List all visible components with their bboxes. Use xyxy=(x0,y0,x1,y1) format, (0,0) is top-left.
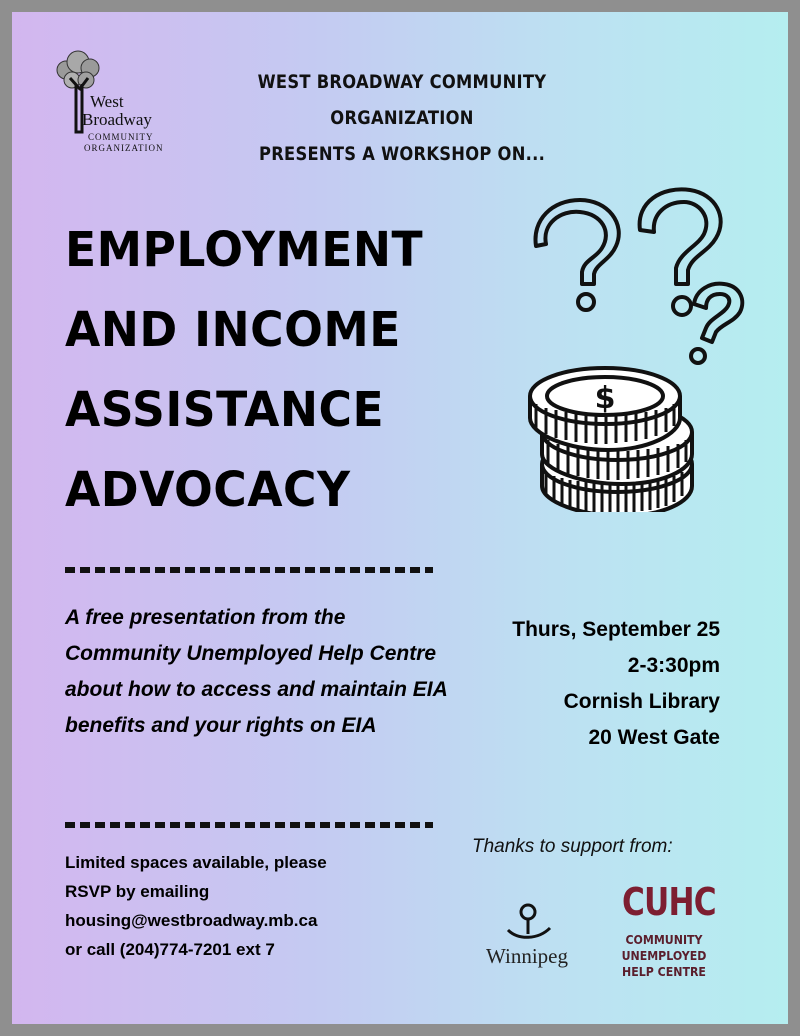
west-broadway-logo xyxy=(52,48,182,158)
title-line-4: ADVOCACY xyxy=(65,462,351,518)
money-question-illustration xyxy=(502,172,762,512)
rsvp-info xyxy=(65,848,445,964)
poster xyxy=(12,12,788,1024)
cuhc-logo xyxy=(618,880,718,990)
winnipeg-emblem-icon xyxy=(472,900,582,946)
event-venue: Cornish Library xyxy=(563,690,720,713)
rsvp-phone: or call (204)774-7201 ext 7 xyxy=(65,940,275,959)
logo-word-organization: ORGANIZATION xyxy=(84,143,164,153)
winnipeg-wordmark: Winnipeg xyxy=(486,944,568,968)
cuhc-name xyxy=(620,932,708,980)
event-details xyxy=(452,612,720,756)
event-address: 20 West Gate xyxy=(588,726,720,749)
cuhc-mark: CUHC xyxy=(622,880,716,924)
presenter-line-1: WEST BROADWAY COMMUNITY ORGANIZATION xyxy=(257,71,547,129)
winnipeg-logo xyxy=(472,900,582,980)
coin-symbol: $ xyxy=(594,381,616,416)
dashed-divider-top xyxy=(65,567,433,573)
cuhc-line-3: HELP CENTRE xyxy=(622,964,706,979)
question-marks-icon xyxy=(535,189,742,363)
event-time: 2-3:30pm xyxy=(627,654,720,677)
title-line-1: EMPLOYMENT xyxy=(65,222,424,278)
workshop-description: A free presentation from the Community Unemployed Help Centre about how to access and maintain EIA benefits and your rights on EIA xyxy=(65,606,447,737)
presenter-header xyxy=(213,64,591,172)
coin-stack-icon xyxy=(530,368,692,512)
workshop-title xyxy=(65,210,464,530)
sponsor-thanks: Thanks to support from: xyxy=(472,836,673,857)
rsvp-line-2: RSVP by emailing xyxy=(65,882,210,901)
cuhc-line-1: COMMUNITY xyxy=(625,932,703,947)
event-date: Thurs, September 25 xyxy=(512,618,720,641)
presenter-line-2: PRESENTS A WORKSHOP ON... xyxy=(258,143,546,165)
logo-word-broadway: Broadway xyxy=(82,110,152,129)
rsvp-email: housing@westbroadway.mb.ca xyxy=(65,911,318,930)
title-line-2: AND INCOME xyxy=(65,302,401,358)
title-line-3: ASSISTANCE xyxy=(65,382,385,438)
logo-word-west: West xyxy=(90,92,124,111)
logo-word-community: COMMUNITY xyxy=(88,132,154,142)
cuhc-line-2: UNEMPLOYED xyxy=(621,948,707,963)
dashed-divider-bottom xyxy=(65,822,433,828)
rsvp-line-1: Limited spaces available, please xyxy=(65,853,327,872)
